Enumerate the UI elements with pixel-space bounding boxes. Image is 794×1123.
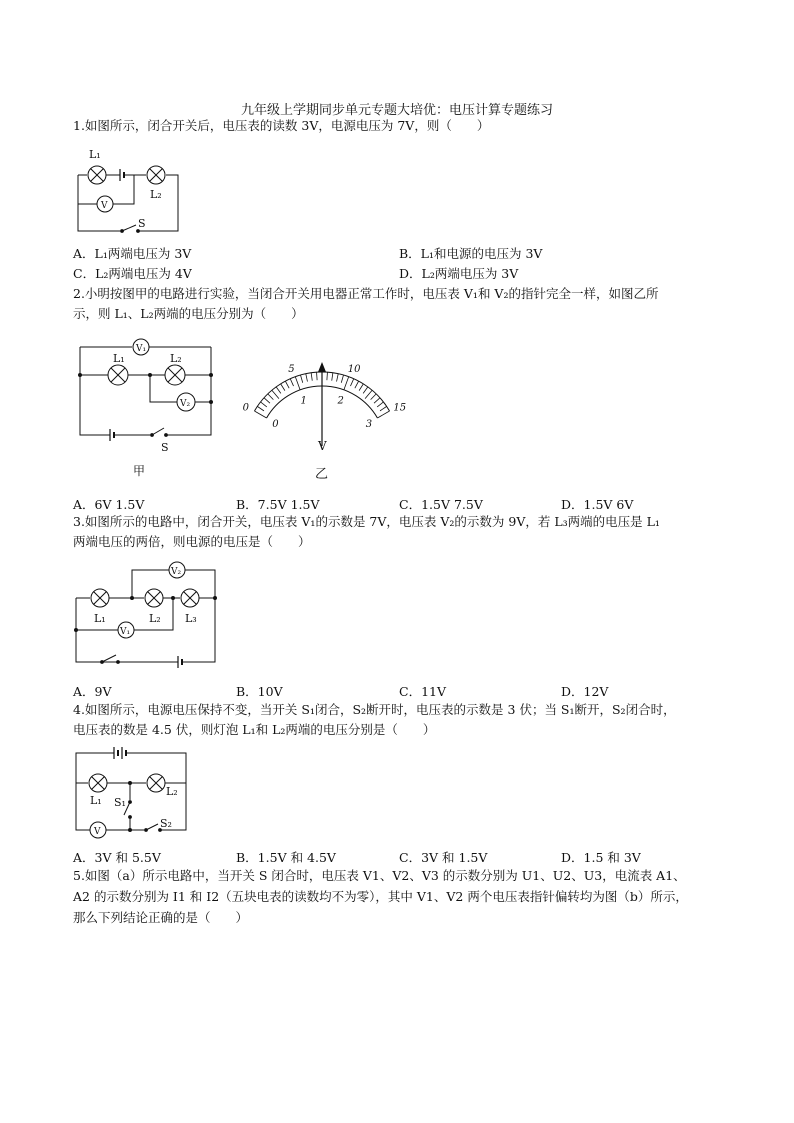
q4-label-s1: S₁ <box>114 796 126 809</box>
q1-label-v: V <box>101 201 108 211</box>
dial-tick <box>377 411 389 418</box>
dial-tick <box>327 372 328 380</box>
q1-label-l2: L₂ <box>150 188 162 201</box>
q4-circuit-diagram <box>70 745 195 845</box>
dial-tick <box>317 372 318 380</box>
q2-label-l2: L₂ <box>170 352 182 365</box>
dial-tick <box>365 390 372 398</box>
q4-option-b[interactable]: B．1.5V 和 4.5V <box>236 850 336 865</box>
q2-label-yi: 乙 <box>315 467 329 482</box>
q4-option-c[interactable]: C．3V 和 1.5V <box>399 850 488 865</box>
q4-label-s2: S₂ <box>160 817 172 830</box>
dial-tick <box>272 390 279 398</box>
q5-stem-line1: 5.如图（a）所示电路中，当开关 S 闭合时，电压表 V1、V2、V3 的示数分别为 U1、U2、U3，电流表 A1、 <box>73 868 686 883</box>
q1-option-b[interactable]: B．L₁和电源的电压为 3V <box>399 246 543 261</box>
dial-tick <box>377 402 383 407</box>
dial-label-outer: 10 <box>347 364 361 376</box>
dial-label-outer: 0 <box>242 402 250 414</box>
q5-stem-line3: 那么下列结论正确的是（ ） <box>73 910 249 925</box>
dial-tick <box>344 377 349 390</box>
dial-tick <box>295 377 300 390</box>
q4-label-l2: L₂ <box>166 785 178 798</box>
q4-label-v: V <box>94 827 101 837</box>
dial-tick <box>374 398 380 403</box>
dial-tick <box>276 387 281 393</box>
q4-stem-line1: 4.如图所示，电源电压保持不变，当开关 S₁闭合，S₂断开时，电压表的示数是 3 伏；当 S₁断开，S₂闭合时， <box>73 702 676 717</box>
q4-label-l1: L₁ <box>90 794 102 807</box>
dial-tick <box>337 374 339 382</box>
dial-tick <box>332 373 333 381</box>
q2-circuit-diagram-jia <box>70 335 220 478</box>
q3-option-d[interactable]: D．12V <box>561 684 609 699</box>
dial-label-inner: 0 <box>272 419 279 430</box>
q3-option-a[interactable]: A．9V <box>73 684 112 699</box>
dial-tick <box>261 402 267 407</box>
q1-option-d[interactable]: D．L₂两端电压为 3V <box>399 266 519 281</box>
q2-stem-line1: 2.小明按图甲的电路进行实验，当闭合开关用电器正常工作时，电压表 V₁和 V₂的指针完全一样，如图乙所 <box>73 286 659 301</box>
dial-tick <box>363 387 368 393</box>
q2-label-jia: 甲 <box>133 464 146 478</box>
q3-circuit-diagram <box>70 560 220 665</box>
dial-tick <box>290 379 293 386</box>
dial-tick <box>257 406 264 410</box>
dial-tick <box>350 379 353 386</box>
q1-stem: 1.如图所示，闭合开关后，电压表的读数 3V，电源电压为 7V，则（ ） <box>73 118 490 133</box>
dial-tick <box>264 398 270 403</box>
q2-meter-label-v: V <box>318 439 327 453</box>
q4-option-d[interactable]: D．1.5 和 3V <box>561 850 641 865</box>
dial-tick <box>301 375 303 383</box>
q1-label-l1: L₁ <box>89 148 101 161</box>
q2-option-b[interactable]: B．7.5V 1.5V <box>236 497 320 512</box>
dial-tick <box>281 384 285 391</box>
q1-option-c[interactable]: C．L₂两端电压为 4V <box>73 266 192 281</box>
dial-tick <box>268 394 274 400</box>
dial-tick <box>285 381 289 388</box>
q1-circuit-diagram <box>70 145 190 240</box>
dial-label-outer: 15 <box>393 402 407 414</box>
q1-option-a[interactable]: A．L₁两端电压为 3V <box>73 246 192 261</box>
q2-label-v2: V₂ <box>180 399 191 409</box>
dial-tick <box>355 381 359 388</box>
q2-stem-line2: 示，则 L₁、L₂两端的电压分别为（ ） <box>73 306 304 321</box>
dial-tick <box>341 375 343 383</box>
dial-tick <box>371 394 377 400</box>
q3-stem-line1: 3.如图所示的电路中，闭合开关，电压表 V₁的示数是 7V，电压表 V₂的示数为 9V，若 L₃两端的电压是 L₁ <box>73 514 660 529</box>
q4-stem-line2: 电压表的数是 4.5 伏，则灯泡 L₁和 L₂两端的电压分别是（ ） <box>73 722 436 737</box>
q2-option-a[interactable]: A．6V 1.5V <box>73 497 145 512</box>
dial-label-inner: 3 <box>365 419 373 430</box>
q2-option-c[interactable]: C．1.5V 7.5V <box>399 497 483 512</box>
dial-label-inner: 1 <box>300 395 307 407</box>
q2-option-d[interactable]: D．1.5V 6V <box>561 497 634 512</box>
q3-label-l1: L₁ <box>94 612 106 625</box>
q2-voltmeter-dial-yi <box>232 338 412 482</box>
q2-needle-tip <box>318 362 326 372</box>
q3-stem-line2: 两端电压的两倍，则电源的电压是（ ） <box>73 534 311 549</box>
q3-label-l3: L₃ <box>185 612 197 625</box>
dial-tick <box>254 411 266 418</box>
q5-stem-line2: A2 的示数分别为 I1 和 I2（五块电表的读数均不为零），其中 V1、V2 两个电压表指针偏转均为图（b）所示， <box>73 889 688 904</box>
q3-label-v2: V₂ <box>171 567 182 577</box>
q3-label-v1: V₁ <box>120 627 131 637</box>
dial-tick <box>359 384 363 391</box>
q3-label-l2: L₂ <box>149 612 161 625</box>
dial-label-outer: 5 <box>288 364 295 376</box>
q2-label-s: S <box>161 441 169 454</box>
q3-option-c[interactable]: C．11V <box>399 684 446 699</box>
q2-label-l1: L₁ <box>113 352 125 365</box>
q1-label-s: S <box>138 217 146 230</box>
page-title: 九年级上学期同步单元专题大培优：电压计算专题练习 <box>240 103 553 118</box>
q4-option-a[interactable]: A．3V 和 5.5V <box>73 850 161 865</box>
dial-tick <box>311 373 312 381</box>
q3-option-b[interactable]: B．10V <box>236 684 283 699</box>
dial-tick <box>306 374 308 382</box>
dial-label-inner: 2 <box>337 395 344 407</box>
q2-label-v1: V₁ <box>136 344 147 354</box>
dial-tick <box>380 406 387 410</box>
